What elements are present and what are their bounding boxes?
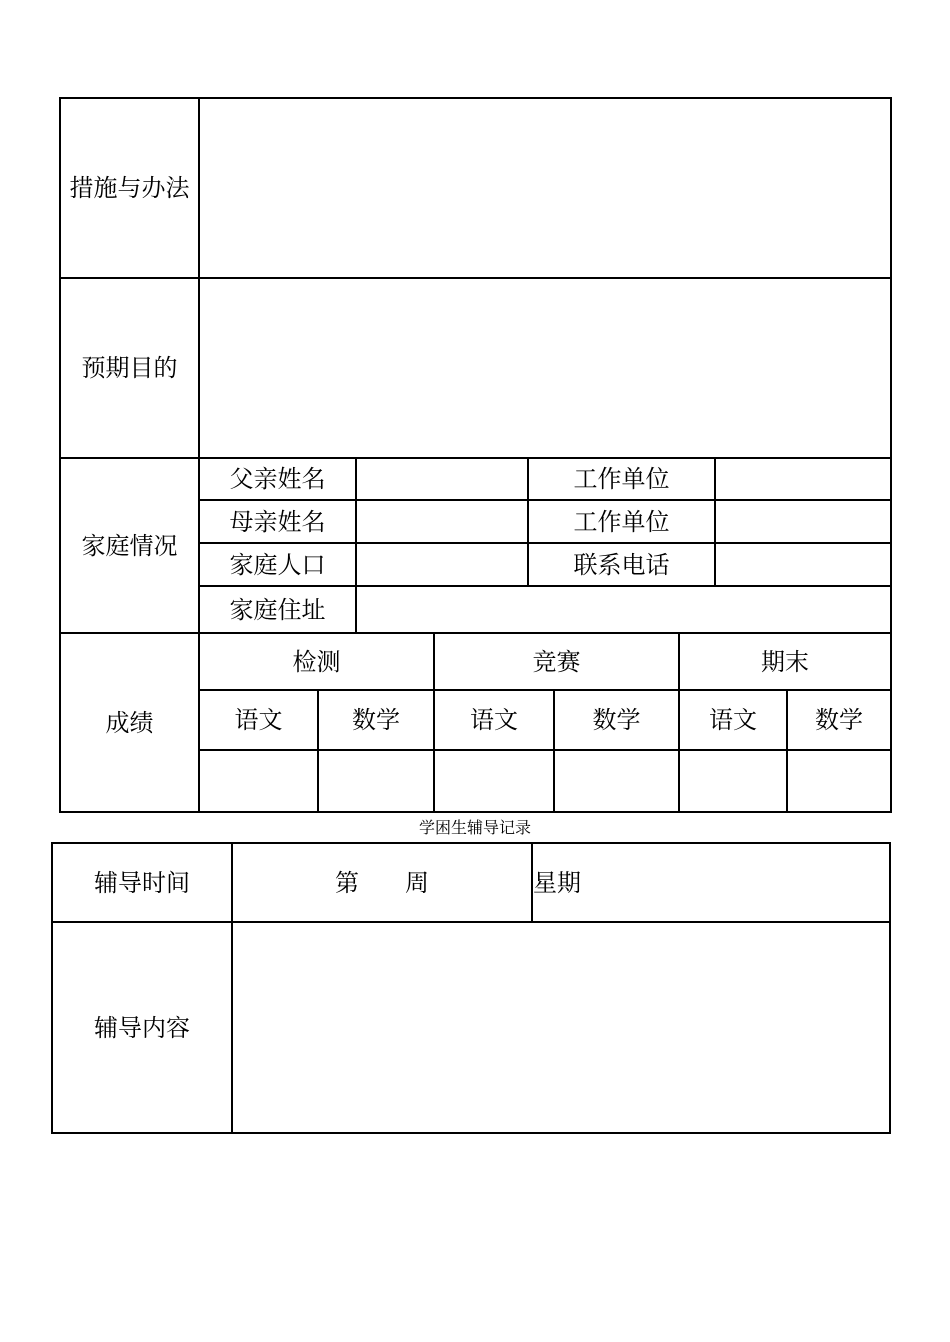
test-chinese-header: 语文 [198,689,319,751]
competition-math-score[interactable] [553,749,680,813]
mother-work-unit-label: 工作单位 [527,499,716,544]
measures-label: 措施与办法 [59,97,200,279]
phone-field[interactable] [714,542,892,587]
competition-math-header: 数学 [553,689,680,751]
father-work-unit-field[interactable] [714,457,892,501]
test-math-score[interactable] [317,749,435,813]
week-field[interactable] [231,842,533,923]
measures-field[interactable] [198,97,892,279]
competition-chinese-score[interactable] [433,749,555,813]
grades-label: 成绩 [59,632,200,813]
father-name-label: 父亲姓名 [198,457,357,501]
final-chinese-header: 语文 [678,689,788,751]
weekday-field[interactable] [531,842,891,923]
phone-label: 联系电话 [527,542,716,587]
competition-chinese-header: 语文 [433,689,555,751]
tutoring-content-label: 辅导内容 [51,921,233,1134]
weekday-label: 星期 [533,868,581,897]
mother-name-label: 母亲姓名 [198,499,357,544]
expected-goal-field[interactable] [198,277,892,459]
final-math-score[interactable] [786,749,892,813]
family-label: 家庭情况 [59,457,200,634]
final-chinese-score[interactable] [678,749,788,813]
father-name-field[interactable] [355,457,529,501]
home-address-label: 家庭住址 [198,585,357,634]
household-size-label: 家庭人口 [198,542,357,587]
father-work-unit-label: 工作单位 [527,457,716,501]
expected-goal-label: 预期目的 [59,277,200,459]
week-suffix: 周 [405,868,429,897]
mother-work-unit-field[interactable] [714,499,892,544]
week-prefix: 第 [335,868,359,897]
test-chinese-score[interactable] [198,749,319,813]
competition-header: 竞赛 [433,632,680,691]
home-address-field[interactable] [355,585,892,634]
tutoring-time-label: 辅导时间 [51,842,233,923]
tutoring-content-field[interactable] [231,921,891,1134]
household-size-field[interactable] [355,542,529,587]
final-header: 期末 [678,632,892,691]
test-header: 检测 [198,632,435,691]
test-math-header: 数学 [317,689,435,751]
final-math-header: 数学 [786,689,892,751]
record-title: 学困生辅导记录 [418,818,531,837]
mother-name-field[interactable] [355,499,529,544]
